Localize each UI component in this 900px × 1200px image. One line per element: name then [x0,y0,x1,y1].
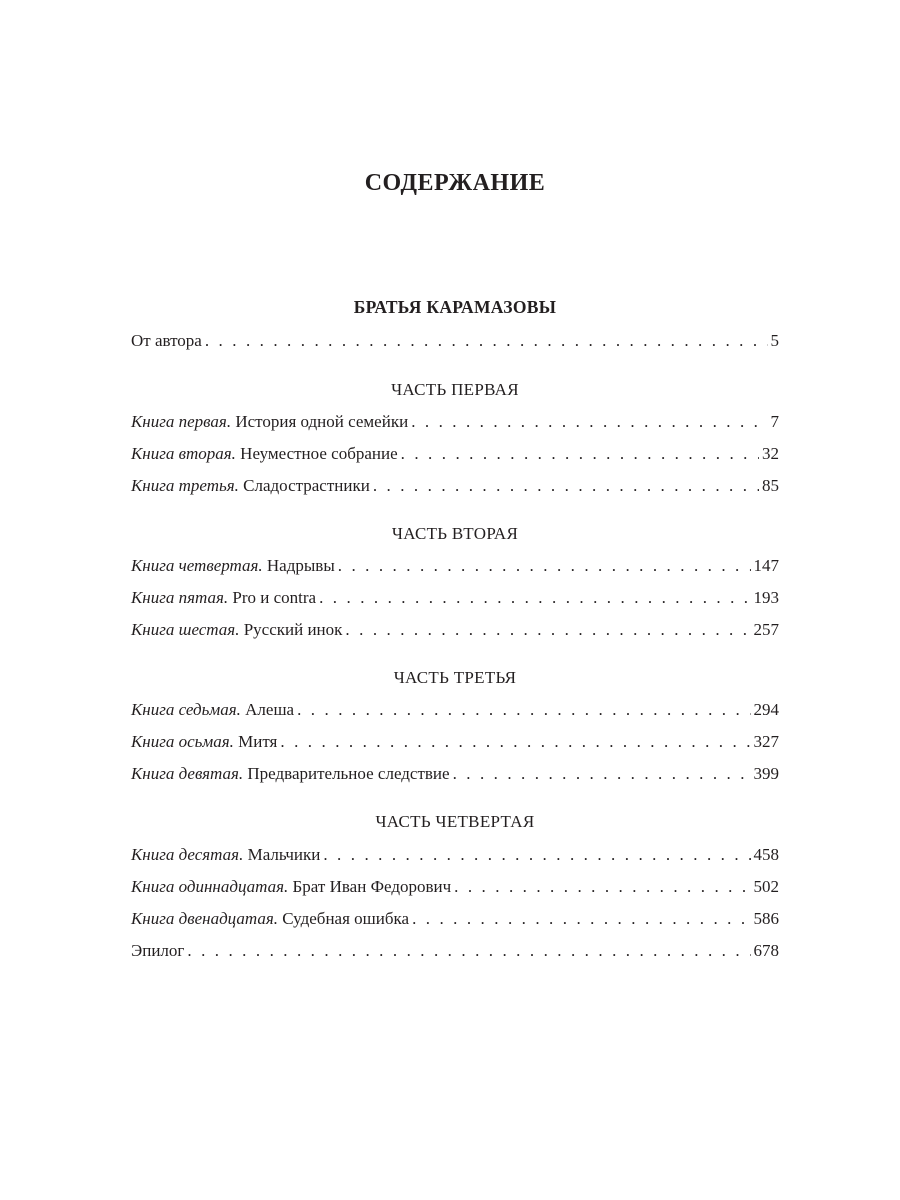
dot-leader [323,843,750,867]
book-title: БРАТЬЯ КАРАМАЗОВЫ [353,297,557,317]
toc-entry[interactable] [131,762,779,786]
toc-entry-title: Предварительное следствие [243,764,450,783]
toc-entry-title: Pro и contra [228,588,317,607]
toc-page-number: 294 [753,700,779,719]
part-heading-3: ЧАСТЬ ТРЕТЬЯ [393,668,517,687]
toc-entry-title: Мальчики [243,845,321,864]
toc-page-number: 327 [753,732,779,751]
dot-leader [345,618,750,642]
toc-book-label: Книга седьмая. [131,700,241,719]
toc-book-label: Книга вторая. [131,444,236,463]
dot-leader [205,329,768,353]
toc-entry[interactable] [131,907,779,931]
dot-leader [453,762,751,786]
toc-entry[interactable] [131,618,779,642]
toc-entry-title: Судебная ошибка [278,909,410,928]
toc-entry-title: Алеша [240,700,295,719]
toc-book-label: Книга одиннадцатая. [131,877,289,896]
toc-page-number: 586 [753,909,779,928]
toc-entry[interactable] [131,442,779,466]
toc-entry-title: Сладострастники [238,476,370,495]
toc-page-number: 147 [753,556,779,575]
toc-page [131,0,779,1200]
dot-leader [338,554,751,578]
toc-entry-epilogue[interactable] [131,939,779,963]
toc-entry-text: От автора [131,331,202,350]
toc-page-number: 502 [753,877,779,896]
toc-book-label: Книга третья. [131,476,239,495]
toc-page-number: 5 [770,331,779,350]
toc-book-label: Книга двенадцатая. [131,909,279,928]
part-heading-1: ЧАСТЬ ПЕРВАЯ [391,380,519,399]
toc-book-label: Книга первая. [131,412,232,431]
toc-book-label: Книга девятая. [131,764,244,783]
toc-page-number: 399 [753,764,779,783]
toc-entry[interactable] [131,875,779,899]
toc-entry-title: Надрывы [262,556,335,575]
toc-entry-title: Русский инок [239,620,343,639]
toc-entry[interactable] [131,730,779,754]
toc-page-number: 32 [762,444,779,463]
toc-book-label: Книга шестая. [131,620,240,639]
toc-entry-text: Эпилог [131,941,185,960]
toc-entry-title: История одной семейки [231,412,409,431]
toc-page-number: 193 [753,588,779,607]
dot-leader [297,698,750,722]
dot-leader [454,875,750,899]
toc-entry-preface[interactable] [131,329,779,353]
toc-entry[interactable] [131,554,779,578]
toc-page-number: 678 [753,941,779,960]
dot-leader [401,442,759,466]
toc-entry[interactable] [131,586,779,610]
dot-leader [319,586,750,610]
toc-entry-title: Брат Иван Федорович [288,877,452,896]
toc-entry-title: Митя [233,732,278,751]
toc-entry[interactable] [131,698,779,722]
toc-entry[interactable] [131,843,779,867]
toc-page-number: 7 [770,412,779,431]
toc-page-number: 458 [753,845,779,864]
toc-entry[interactable] [131,474,779,498]
toc-page-number: 85 [762,476,779,495]
toc-page-number: 257 [753,620,779,639]
dot-leader [280,730,750,754]
dot-leader [373,474,759,498]
dot-leader [187,939,750,963]
dot-leader [411,410,767,434]
page-title: СОДЕРЖАНИЕ [364,170,546,196]
toc-book-label: Книга четвертая. [131,556,263,575]
part-heading-4: ЧАСТЬ ЧЕТВЕРТАЯ [375,812,535,831]
toc-entry-title: Неуместное собрание [235,444,398,463]
toc-book-label: Книга десятая. [131,845,244,864]
toc-book-label: Книга осьмая. [131,732,234,751]
part-heading-2: ЧАСТЬ ВТОРАЯ [391,524,519,543]
dot-leader [412,907,750,931]
toc-entry[interactable] [131,410,779,434]
toc-book-label: Книга пятая. [131,588,229,607]
